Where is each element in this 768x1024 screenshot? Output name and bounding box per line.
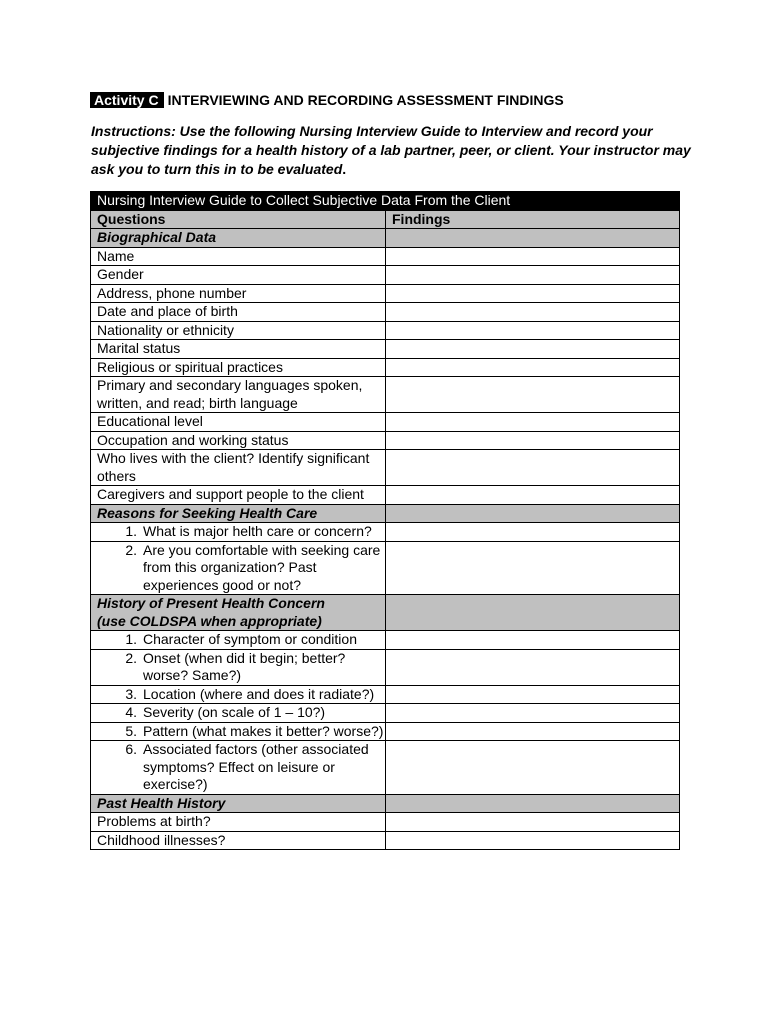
table-row <box>91 266 680 285</box>
section-row-biographical <box>91 229 680 248</box>
question-cell <box>91 704 386 723</box>
table-row <box>91 813 680 832</box>
table-row <box>91 450 680 486</box>
question-cell <box>91 685 386 704</box>
question-cell <box>91 722 386 741</box>
question-cell: Marital status <box>91 340 386 359</box>
column-header-findings: Findings <box>386 210 680 229</box>
findings-cell[interactable] <box>386 704 680 723</box>
findings-cell <box>386 504 680 523</box>
table-row <box>91 321 680 340</box>
table-row <box>91 685 680 704</box>
table-row <box>91 831 680 850</box>
question-cell: Educational level <box>91 413 386 432</box>
question-cell: Childhood illnesses? <box>91 831 386 850</box>
findings-cell[interactable] <box>386 831 680 850</box>
findings-cell[interactable] <box>386 431 680 450</box>
question-cell: Gender <box>91 266 386 285</box>
section-title: Biographical Data <box>91 229 386 248</box>
table-row <box>91 631 680 650</box>
item-number: 2. <box>125 541 137 558</box>
item-text: Location (where and does it radiate?) <box>143 685 375 702</box>
question-cell <box>91 741 386 795</box>
question-cell: Occupation and working status <box>91 431 386 450</box>
item-text: Associated factors (other associated symptoms? Effect on leisure or exercise?) <box>143 741 369 792</box>
table-row <box>91 704 680 723</box>
item-number: 1. <box>125 523 137 539</box>
findings-cell[interactable] <box>386 541 680 595</box>
findings-cell <box>386 794 680 813</box>
activity-badge: Activity C <box>90 92 164 108</box>
item-text: Onset (when did it begin; better? worse? Same?) <box>143 649 346 683</box>
question-cell: Who lives with the client? Identify significant others <box>91 450 386 486</box>
instructions-period: . <box>342 161 347 177</box>
table-row <box>91 741 680 795</box>
findings-cell[interactable] <box>386 631 680 650</box>
item-text: Severity (on scale of 1 – 10?) <box>143 704 326 720</box>
findings-cell <box>386 595 680 631</box>
table-title-row <box>91 192 680 211</box>
question-cell: Address, phone number <box>91 284 386 303</box>
section-row-present-concern <box>91 595 680 631</box>
table-row <box>91 722 680 741</box>
table-row <box>91 284 680 303</box>
findings-cell[interactable] <box>386 741 680 795</box>
table-row <box>91 247 680 266</box>
section-title <box>91 595 386 631</box>
findings-cell[interactable] <box>386 358 680 377</box>
question-cell: Primary and secondary languages spoken, written, and read; birth language <box>91 377 386 413</box>
section-title: Past Health History <box>91 794 386 813</box>
findings-cell[interactable] <box>386 413 680 432</box>
question-cell <box>91 631 386 650</box>
column-header-questions: Questions <box>91 210 386 229</box>
table-row <box>91 523 680 542</box>
question-cell: Date and place of birth <box>91 303 386 322</box>
item-text: Pattern (what makes it better? worse?) <box>143 722 384 739</box>
question-cell <box>91 541 386 595</box>
item-number: 6. <box>125 741 137 757</box>
table-title: Nursing Interview Guide to Collect Subjective Data From the Client <box>91 192 680 211</box>
findings-cell[interactable] <box>386 722 680 741</box>
findings-cell[interactable] <box>386 266 680 285</box>
table-row <box>91 486 680 505</box>
findings-cell[interactable] <box>386 685 680 704</box>
column-header-row <box>91 210 680 229</box>
question-cell: Name <box>91 247 386 266</box>
section-row-past-history <box>91 794 680 813</box>
question-cell: Problems at birth? <box>91 813 386 832</box>
question-cell <box>91 523 386 542</box>
item-text: Character of symptom or condition <box>143 631 357 647</box>
table-row <box>91 340 680 359</box>
table-row <box>91 303 680 322</box>
findings-cell[interactable] <box>386 303 680 322</box>
table-row <box>91 358 680 377</box>
interview-guide-table <box>90 191 680 850</box>
section-title: Reasons for Seeking Health Care <box>91 504 386 523</box>
item-text: What is major helth care or concern? <box>143 523 372 539</box>
question-cell: Nationality or ethnicity <box>91 321 386 340</box>
findings-cell[interactable] <box>386 284 680 303</box>
item-number: 5. <box>125 722 137 739</box>
table-row <box>91 649 680 685</box>
findings-cell[interactable] <box>386 340 680 359</box>
item-number: 3. <box>125 685 137 702</box>
instructions-text: Instructions: Use the following Nursing Interview Guide to Interview and record your subjective findings for a health history of a lab partner, peer, or client. Your instructor may ask you to turn this in to be evaluated <box>91 123 691 177</box>
findings-cell[interactable] <box>386 321 680 340</box>
item-text: Are you comfortable with seeking care from this organization? Past experiences good or not? <box>143 541 381 593</box>
question-cell: Caregivers and support people to the client <box>91 486 386 505</box>
table-row <box>91 413 680 432</box>
activity-heading <box>90 92 564 108</box>
instructions-paragraph <box>91 122 691 179</box>
table-row <box>91 541 680 595</box>
item-number: 2. <box>125 649 137 666</box>
section-title-line: History of Present Health Concern <box>97 595 325 611</box>
findings-cell <box>386 229 680 248</box>
item-number: 4. <box>125 704 137 720</box>
question-cell <box>91 649 386 685</box>
section-row-reasons <box>91 504 680 523</box>
findings-cell[interactable] <box>386 523 680 542</box>
table-row <box>91 377 680 413</box>
activity-title: INTERVIEWING AND RECORDING ASSESSMENT FINDINGS <box>167 92 564 108</box>
findings-cell[interactable] <box>386 649 680 685</box>
item-number: 1. <box>125 631 137 647</box>
findings-cell[interactable] <box>386 813 680 832</box>
findings-cell[interactable] <box>386 450 680 486</box>
table-row <box>91 431 680 450</box>
findings-cell[interactable] <box>386 247 680 266</box>
findings-cell[interactable] <box>386 486 680 505</box>
section-title-line: (use COLDSPA when appropriate) <box>97 612 322 629</box>
findings-cell[interactable] <box>386 377 680 413</box>
question-cell: Religious or spiritual practices <box>91 358 386 377</box>
